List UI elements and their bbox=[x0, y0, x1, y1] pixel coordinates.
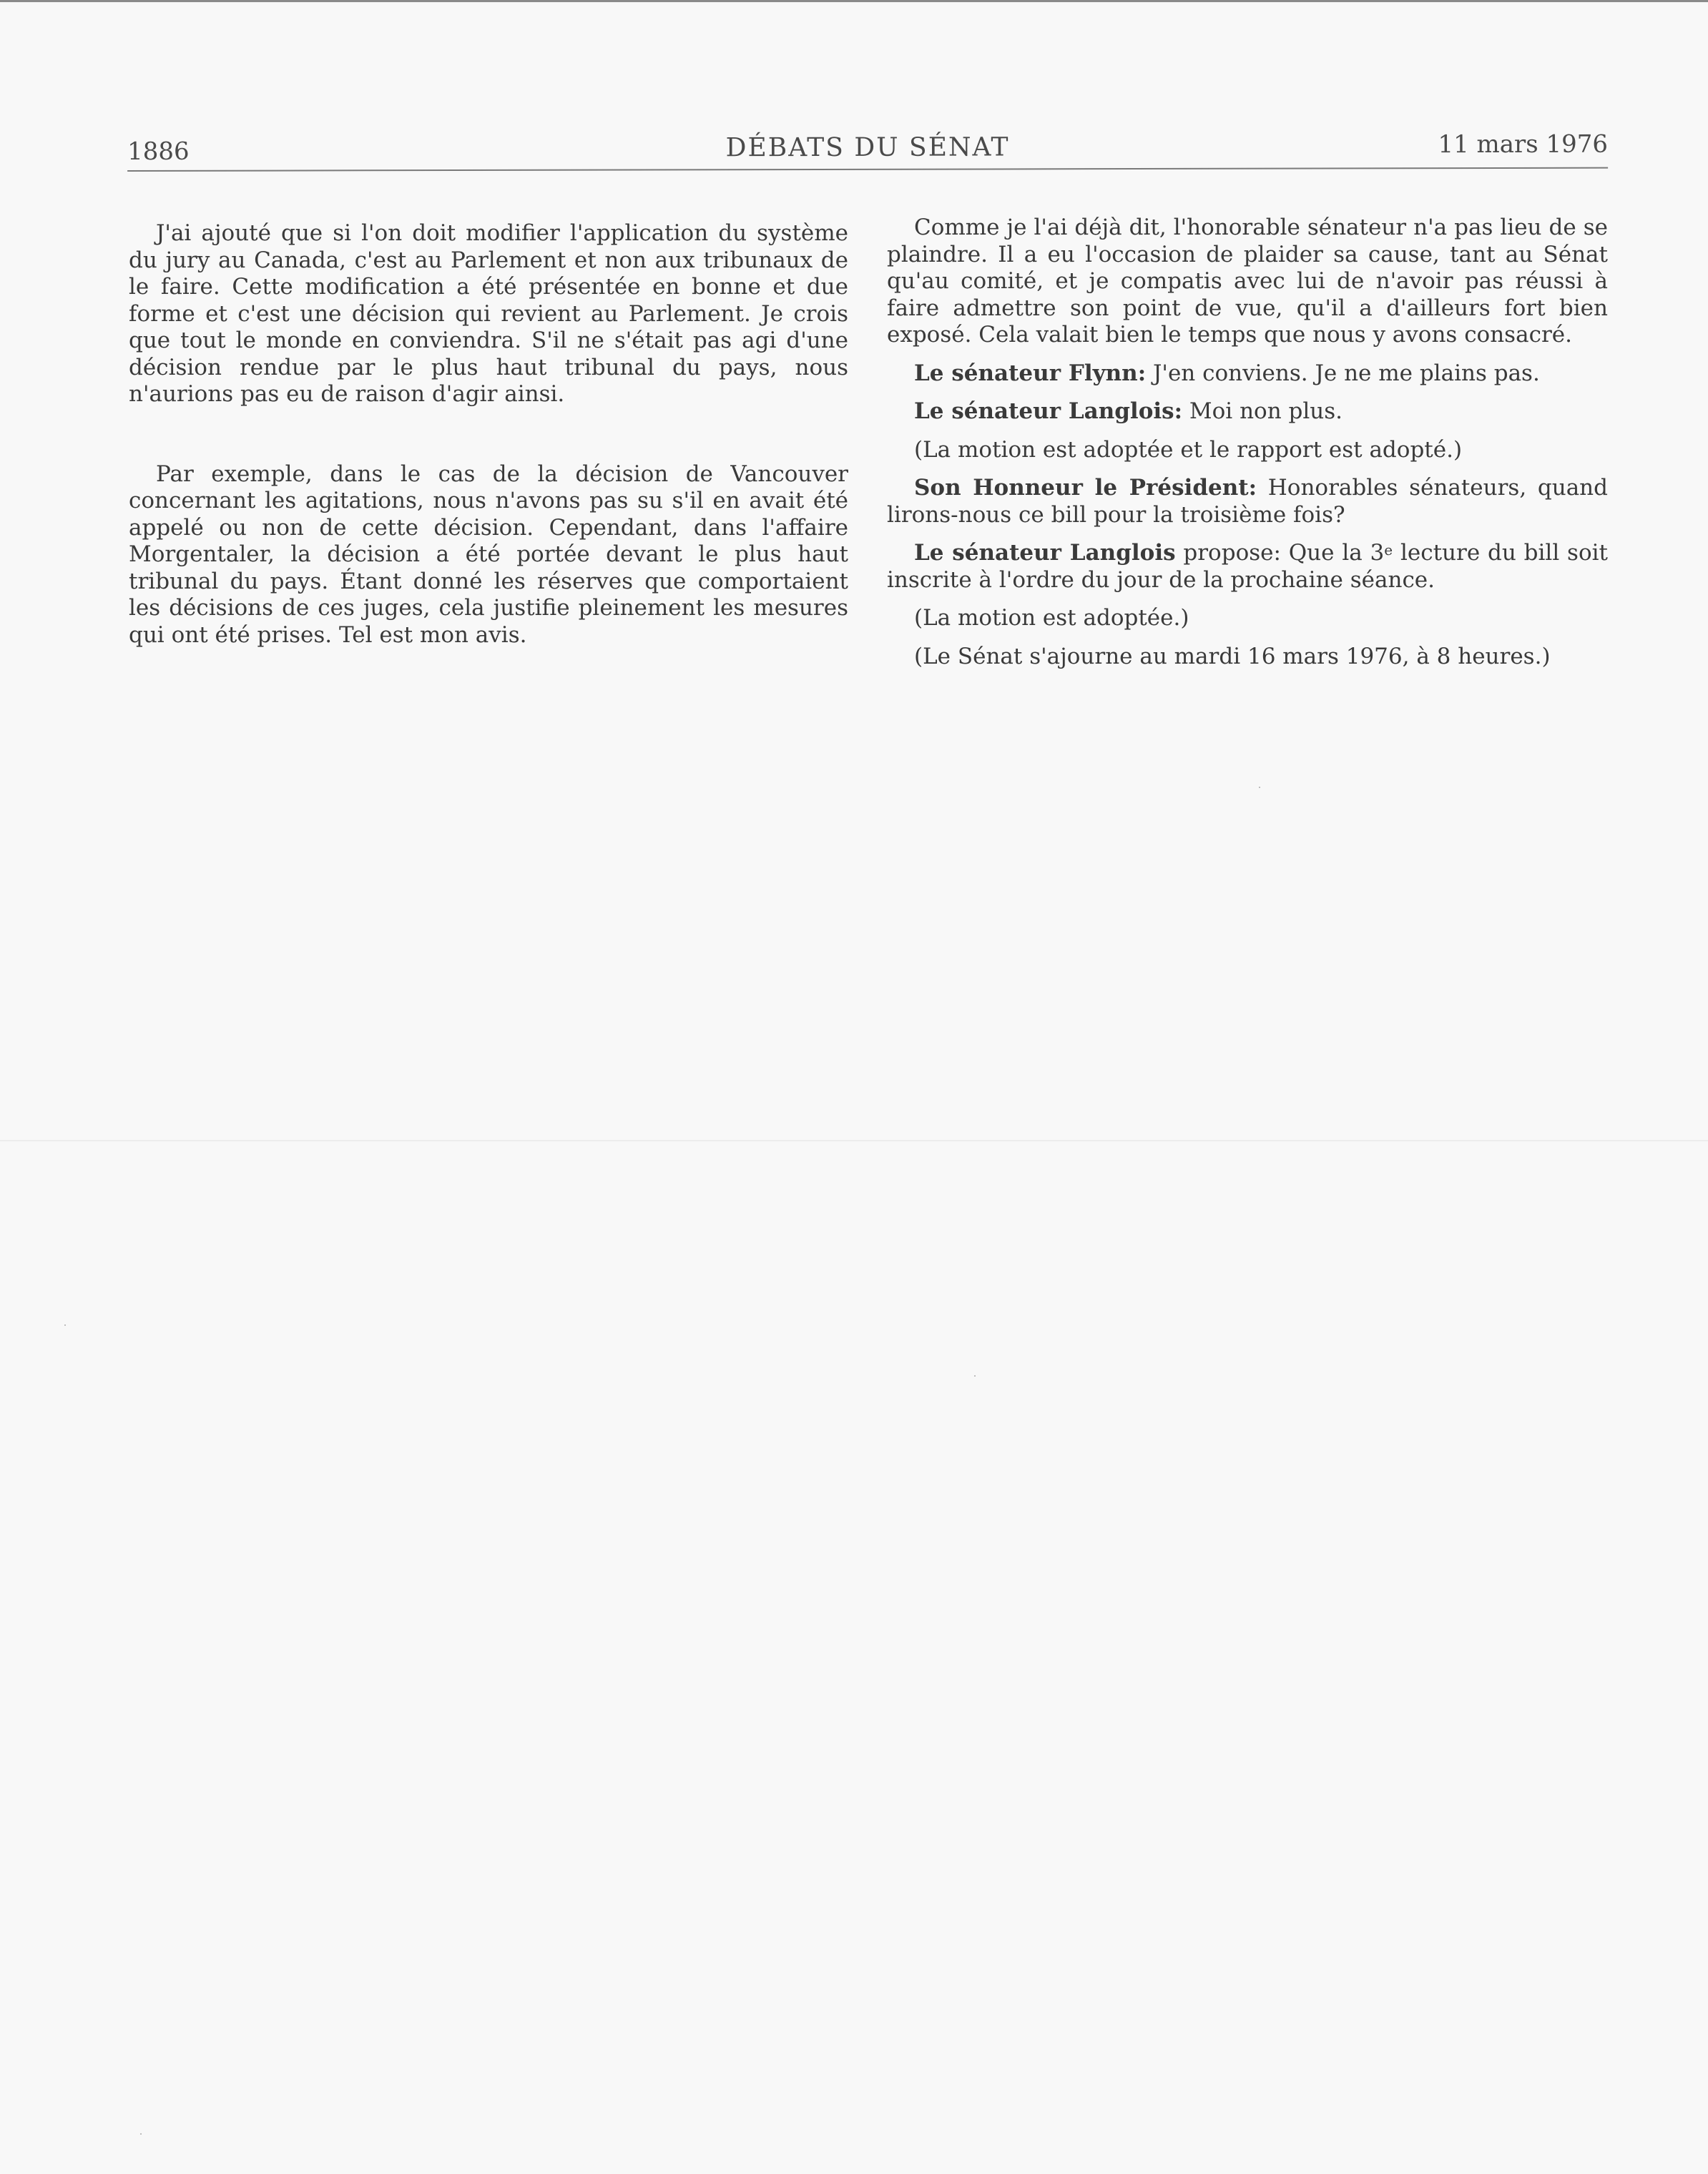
procedural-note: (Le Sénat s'ajourne au mardi 16 mars 1976, à 8 heures.) bbox=[914, 643, 1551, 669]
speech-text: lecture du bill soit inscrite à l'ordre du jour de la prochaine séance. bbox=[887, 540, 1609, 593]
running-title: DÉBATS DU SÉNAT bbox=[725, 132, 1010, 163]
paragraph: Comme je l'ai déjà dit, l'honorable sénateur n'a pas lieu de se plaindre. Il a eu l'occasion de plaider sa cause, tant au Sénat qu'au comité, et je compatis avec lui de n'avoir pas réussi à faire admettre son point de vue, qu'il a d'ailleurs fort bien exposé. Cela valait bien le temps que nous y avons consacré. bbox=[887, 215, 1608, 348]
right-column bbox=[887, 215, 1608, 670]
page-number: 1886 bbox=[127, 137, 190, 166]
scan-speck bbox=[1259, 787, 1260, 788]
page-header bbox=[127, 129, 1608, 172]
header-date: 11 mars 1976 bbox=[1438, 129, 1609, 159]
speaker-paragraph bbox=[887, 398, 1608, 426]
speech-text: J'en conviens. Je ne me plains pas. bbox=[1146, 360, 1540, 386]
procedural-note: (La motion est adoptée et le rapport est adopté.) bbox=[914, 436, 1463, 463]
left-column bbox=[129, 220, 848, 649]
speaker-paragraph bbox=[887, 540, 1608, 594]
speech-text: Honorables sénateurs, quand lirons-nous ce bill pour la troisième fois? bbox=[887, 475, 1608, 528]
paragraph: Par exemple, dans le cas de la décision de Vancouver concernant les agitations, nous n'avons pas su s'il en avait été appelé ou non de cette décision. Cependant, dans l'affaire Morgentaler, la décision a été portée devant le plus haut tribunal du pays. Étant donné les réserves que comportaient les décisions de ces juges, cela justifie pleinement les mesures qui ont été prises. Tel est mon avis. bbox=[129, 461, 848, 648]
speaker-name: Le sénateur Langlois bbox=[914, 540, 1176, 566]
scan-fold-line bbox=[0, 1140, 1708, 1141]
procedural-note: (La motion est adoptée.) bbox=[914, 605, 1189, 631]
scan-speck bbox=[64, 1324, 66, 1326]
paragraph: J'ai ajouté que si l'on doit modifier l'application du système du jury au Canada, c'est au Parlement et non aux tribunaux de le faire. Cette modification a été présentée en bonne et due forme et c'est une décision qui revient au Parlement. Je crois que tout le monde en conviendra. S'il ne s'était pas agi d'une décision rendue par le plus haut tribunal du pays, nous n'aurions pas eu de raison d'agir ainsi. bbox=[129, 220, 848, 407]
scan-speck bbox=[974, 1375, 976, 1377]
speaker-name: Le sénateur Langlois: bbox=[914, 398, 1183, 424]
speaker-name: Le sénateur Flynn: bbox=[914, 360, 1147, 386]
speaker-name: Son Honneur le Président: bbox=[914, 475, 1257, 501]
speech-text: propose: Que la 3 bbox=[1175, 540, 1385, 566]
scan-top-edge bbox=[0, 0, 1708, 2]
header-rule bbox=[127, 167, 1608, 172]
speaker-paragraph bbox=[887, 475, 1608, 528]
speech-text: Moi non plus. bbox=[1182, 398, 1343, 424]
speaker-paragraph bbox=[887, 360, 1608, 388]
ordinal-superscript: e bbox=[1384, 541, 1393, 559]
scan-speck bbox=[140, 2133, 142, 2135]
